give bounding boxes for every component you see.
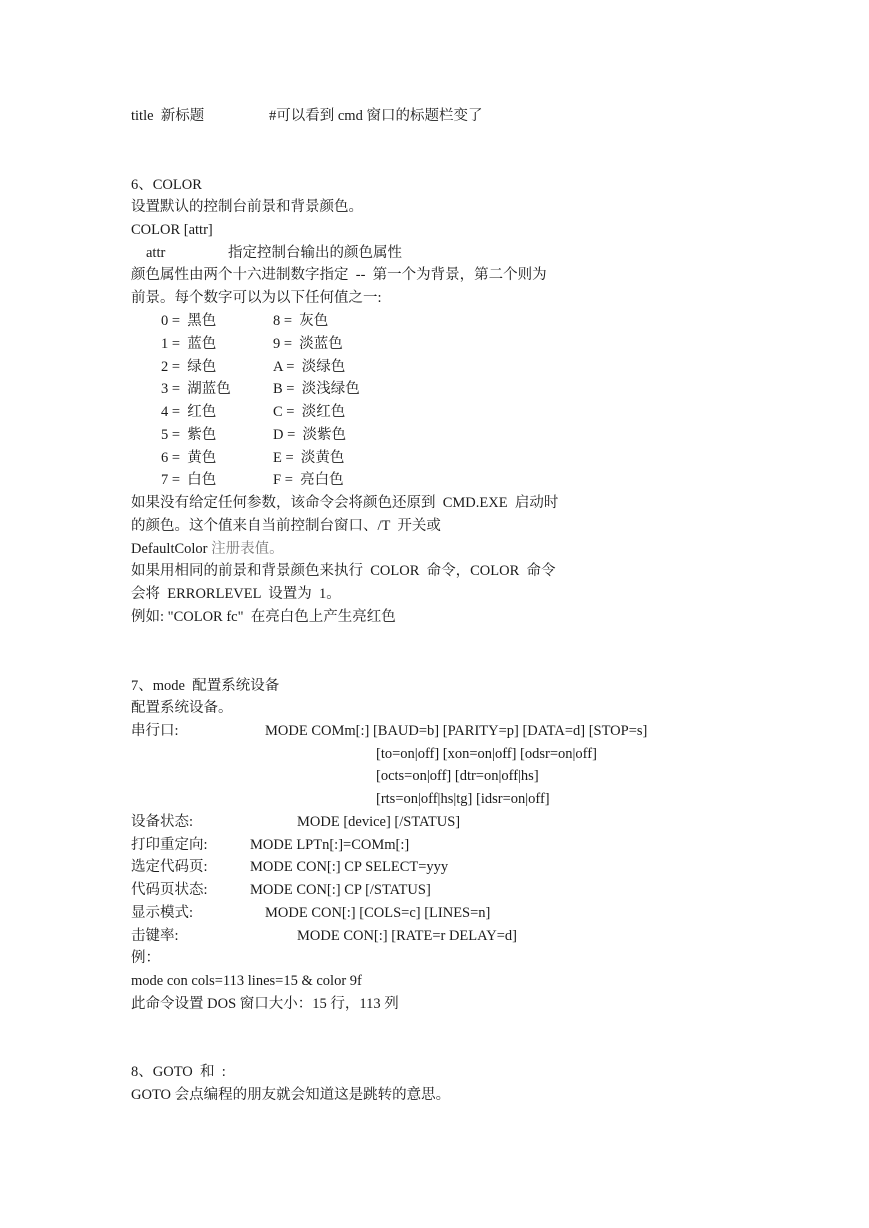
- print-redirect-command: MODE LPTn[:]=COMm[:]: [250, 837, 410, 853]
- device-status-command: MODE [device] [/STATUS]: [297, 814, 461, 830]
- codepage-select-command: MODE CON[:] CP SELECT=yyy: [250, 859, 449, 875]
- default-color-key: DefaultColor: [131, 541, 212, 557]
- color-syntax: COLOR [attr]: [131, 222, 213, 238]
- color-code-right: F = 亮白色: [273, 472, 344, 488]
- color-description: 设置默认的控制台前景和背景颜色。: [131, 199, 363, 215]
- color-para2-line2: 的颜色。这个值来自当前控制台窗口、/T 开关或: [131, 518, 441, 534]
- mode-example-description: 此命令设置 DOS 窗口大小：15 行，113 列: [131, 996, 399, 1012]
- color-code-right: A = 淡绿色: [273, 359, 346, 375]
- color-code-left: 3 = 湖蓝色: [161, 381, 231, 397]
- mode-example-label: 例：: [131, 950, 160, 966]
- attr-name: attr: [146, 245, 166, 261]
- codepage-select-label: 选定代码页:: [131, 859, 208, 875]
- mode-heading: 7、mode 配置系统设备: [131, 678, 280, 694]
- color-code-right: 9 = 淡蓝色: [273, 336, 343, 352]
- color-code-right: C = 淡红色: [273, 404, 346, 420]
- serial-port-command-cont: [octs=on|off] [dtr=on|off|hs]: [376, 768, 539, 784]
- color-example: 例如: "COLOR fc" 在亮白色上产生亮红色: [131, 609, 396, 625]
- color-para3-line1: 如果用相同的前景和背景颜色来执行 COLOR 命令，COLOR 命令: [131, 563, 556, 579]
- keystroke-rate-label: 击键率:: [131, 928, 179, 944]
- color-code-right: 8 = 灰色: [273, 313, 329, 329]
- color-para2-line1: 如果没有给定任何参数，该命令会将颜色还原到 CMD.EXE 启动时: [131, 495, 559, 511]
- color-code-left: 5 = 紫色: [161, 427, 217, 443]
- color-code-left: 4 = 红色: [161, 404, 217, 420]
- display-mode-label: 显示模式:: [131, 905, 194, 921]
- color-code-left: 1 = 蓝色: [161, 336, 217, 352]
- serial-port-command-cont: [to=on|off] [xon=on|off] [odsr=on|off]: [376, 746, 597, 762]
- keystroke-rate-command: MODE CON[:] [RATE=r DELAY=d]: [297, 928, 518, 944]
- mode-description: 配置系统设备。: [131, 700, 233, 716]
- color-code-right: B = 淡浅绿色: [273, 381, 360, 397]
- color-para1-line2: 前景。每个数字可以为以下任何值之一:: [131, 290, 382, 306]
- color-code-left: 7 = 白色: [161, 472, 217, 488]
- display-mode-command: MODE CON[:] [COLS=c] [LINES=n]: [265, 905, 491, 921]
- color-para3-line2: 会将 ERRORLEVEL 设置为 1。: [131, 586, 341, 602]
- color-heading: 6、COLOR: [131, 177, 202, 193]
- color-code-right: D = 淡紫色: [273, 427, 347, 443]
- color-para1-line1: 颜色属性由两个十六进制数字指定 -- 第一个为背景，第二个则为: [131, 267, 547, 283]
- serial-port-label: 串行口:: [131, 723, 179, 739]
- serial-port-command-cont: [rts=on|off|hs|tg] [idsr=on|off]: [376, 791, 550, 807]
- title-command: title 新标题: [131, 108, 205, 124]
- mode-example-command: mode con cols=113 lines=15 & color 9f: [131, 973, 362, 989]
- title-comment: #可以看到 cmd 窗口的标题栏变了: [269, 108, 483, 124]
- color-code-right: E = 淡黄色: [273, 450, 345, 466]
- color-code-left: 2 = 绿色: [161, 359, 217, 375]
- codepage-status-label: 代码页状态:: [131, 882, 208, 898]
- registry-value-text: 注册表值。: [211, 541, 284, 557]
- goto-heading: 8、GOTO 和 :: [131, 1064, 226, 1080]
- serial-port-command: MODE COMm[:] [BAUD=b] [PARITY=p] [DATA=d] [STOP=s]: [265, 723, 648, 739]
- color-code-left: 0 = 黑色: [161, 313, 217, 329]
- device-status-label: 设备状态:: [131, 814, 194, 830]
- color-code-left: 6 = 黄色: [161, 450, 217, 466]
- color-para2-line3: [131, 540, 284, 558]
- codepage-status-command: MODE CON[:] CP [/STATUS]: [250, 882, 431, 898]
- goto-description: GOTO 会点编程的朋友就会知道这是跳转的意思。: [131, 1087, 451, 1103]
- attr-description: 指定控制台输出的颜色属性: [228, 245, 402, 261]
- print-redirect-label: 打印重定向:: [131, 837, 208, 853]
